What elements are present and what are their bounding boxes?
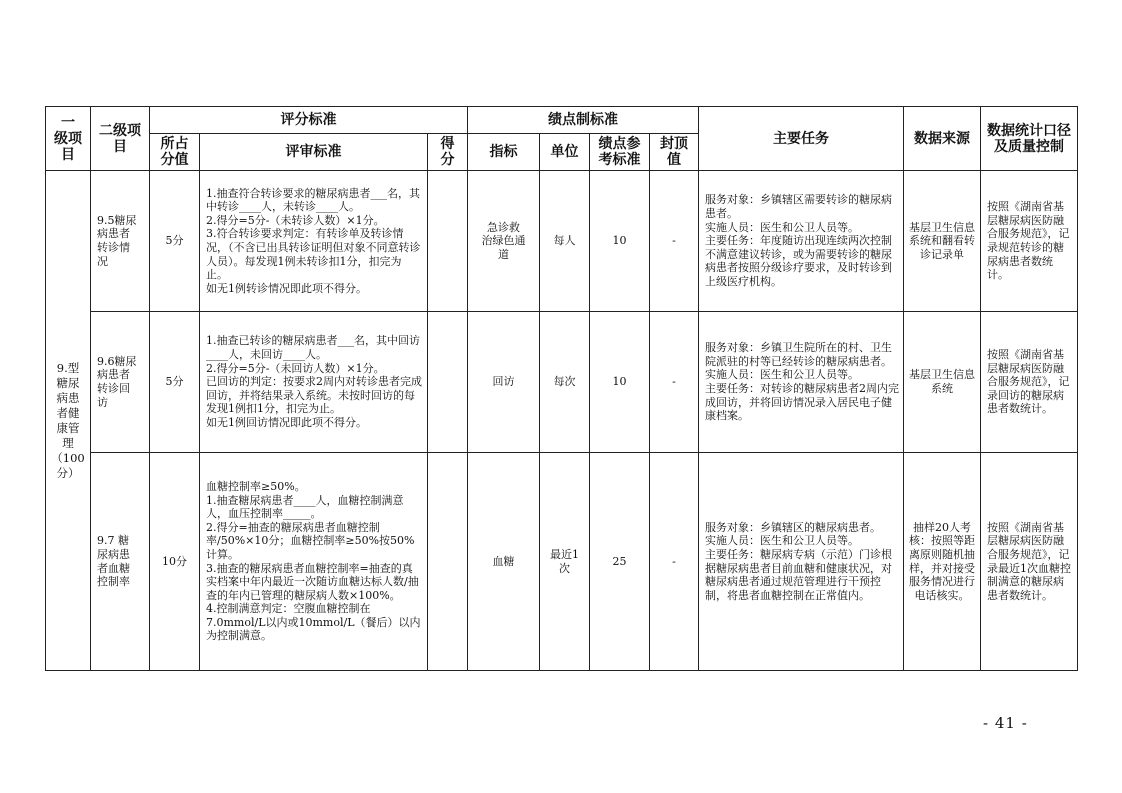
table-row xyxy=(46,453,1078,671)
control-cell: 按照《湖南省基层糖尿病医防融合服务规范》，记录规范转诊的糖尿病患者数统计。 xyxy=(981,171,1078,312)
criteria-cell: 血糖控制率≥50%。 1.抽查糖尿病患者____人，血糖控制满意人，血压控制率_____。 2.得分=抽查的糖尿病患者血糖控制率/50%×10分；血糖控制率≥50%按50%计算。 3.抽查的糖尿病患者血糖控制率=抽查的真实档案中年内最近一次随访血糖达标人数/抽查的年内已管理的糖尿病人数×100%。 4.控制满意判定：空腹血糖控制在7.0mmol/L以内或10mmol/L（餐后）以内为控制满意。 xyxy=(200,453,428,671)
score-got-cell xyxy=(428,453,468,671)
source-cell: 基层卫生信息系统 xyxy=(904,312,981,453)
score-cell: 5分 xyxy=(150,312,200,453)
indicator-cell: 血糖 xyxy=(468,453,540,671)
header-unit: 单位 xyxy=(540,134,590,171)
header-row-1 xyxy=(46,107,1078,134)
score-cell: 5分 xyxy=(150,171,200,312)
task-cell: 服务对象：乡镇卫生院所在的村、卫生院派驻的村等已经转诊的糖尿病患者。 实施人员：医生和公卫人员等。 主要任务：对转诊的糖尿病患者2周内完成回访，并将回访情况录入居民电子健康档案。 xyxy=(699,312,904,453)
header-data-source: 数据来源 xyxy=(904,107,981,171)
header-cap: 封顶 值 xyxy=(650,134,699,171)
score-got-cell xyxy=(428,171,468,312)
page-number: - 41 - xyxy=(983,714,1028,732)
unit-cell: 每人 xyxy=(540,171,590,312)
level2-cell: 9.7 糖 尿病患 者血糖 控制率 xyxy=(91,453,150,671)
criteria-cell: 1.抽查已转诊的糖尿病患者___名，其中回访____人，未回访____人。 2.得分=5分-（未回访人数）×1分。 已回访的判定：按要求2周内对转诊患者完成回访，并将结果录入系统。未按时回访的每发现1例扣1分，扣完为止。 如无1例回访情况即此项不得分。 xyxy=(200,312,428,453)
header-ref-standard: 绩点参 考标准 xyxy=(590,134,650,171)
header-scoring-group: 评分标准 xyxy=(150,107,468,134)
score-got-cell xyxy=(428,312,468,453)
level1-item-cell: 9.型 糖尿 病患 者健 康管 理 （100 分） xyxy=(46,171,91,671)
table-row xyxy=(46,312,1078,453)
header-indicator: 指标 xyxy=(468,134,540,171)
cap-cell: - xyxy=(650,453,699,671)
source-cell: 抽样20人考核：按照等距离原则随机抽样，并对接受服务情况进行电话核实。 xyxy=(904,453,981,671)
header-criteria: 评审标准 xyxy=(200,134,428,171)
criteria-cell: 1.抽查符合转诊要求的糖尿病患者___名，其中转诊____人，未转诊____人。 2.得分=5分-（未转诊人数）×1分。 3.符合转诊要求判定：有转诊单及转诊情况，（不含已出具转诊证明但对象不同意转诊人员）。每发现1例未转诊扣1分，扣完为止。 如无1例转诊情况即此项不得分。 xyxy=(200,171,428,312)
control-cell: 按照《湖南省基层糖尿病医防融合服务规范》，记录回访的糖尿病患者数统计。 xyxy=(981,312,1078,453)
unit-cell: 最近1 次 xyxy=(540,453,590,671)
header-level1: 一 级项 目 xyxy=(46,107,91,171)
header-main-task: 主要任务 xyxy=(699,107,904,171)
cap-cell: - xyxy=(650,312,699,453)
score-cell: 10分 xyxy=(150,453,200,671)
header-level2: 二级项 目 xyxy=(91,107,150,171)
unit-cell: 每次 xyxy=(540,312,590,453)
indicator-cell: 急诊救 治绿色通 道 xyxy=(468,171,540,312)
cap-cell: - xyxy=(650,171,699,312)
indicator-cell: 回访 xyxy=(468,312,540,453)
level2-cell: 9.5糖尿 病患者 转诊情 况 xyxy=(91,171,150,312)
task-cell: 服务对象：乡镇辖区需要转诊的糖尿病患者。 实施人员：医生和公卫人员等。 主要任务：年度随访出现连续两次控制不满意建议转诊，或为需要转诊的糖尿病患者按照分级诊疗要求，及时转诊到上级医疗机构。 xyxy=(699,171,904,312)
control-cell: 按照《湖南省基层糖尿病医防融合服务规范》，记录最近1次血糖控制满意的糖尿病患者数统计。 xyxy=(981,453,1078,671)
header-stat-control: 数据统计口径 及质量控制 xyxy=(981,107,1078,171)
source-cell: 基层卫生信息系统和翻看转诊记录单 xyxy=(904,171,981,312)
assessment-table xyxy=(45,106,1078,671)
ref-cell: 25 xyxy=(590,453,650,671)
header-score-share: 所占 分值 xyxy=(150,134,200,171)
task-cell: 服务对象：乡镇辖区的糖尿病患者。 实施人员：医生和公卫人员等。 主要任务：糖尿病专病（示范）门诊根据糖尿病患者目前血糖和健康状况，对糖尿病患者通过规范管理进行干预控制，将患者血糖控制在正常值内。 xyxy=(699,453,904,671)
ref-cell: 10 xyxy=(590,171,650,312)
ref-cell: 10 xyxy=(590,312,650,453)
level2-cell: 9.6糖尿 病患者 转诊回 访 xyxy=(91,312,150,453)
table-row xyxy=(46,171,1078,312)
header-merit-group: 绩点制标准 xyxy=(468,107,699,134)
header-score-got: 得 分 xyxy=(428,134,468,171)
